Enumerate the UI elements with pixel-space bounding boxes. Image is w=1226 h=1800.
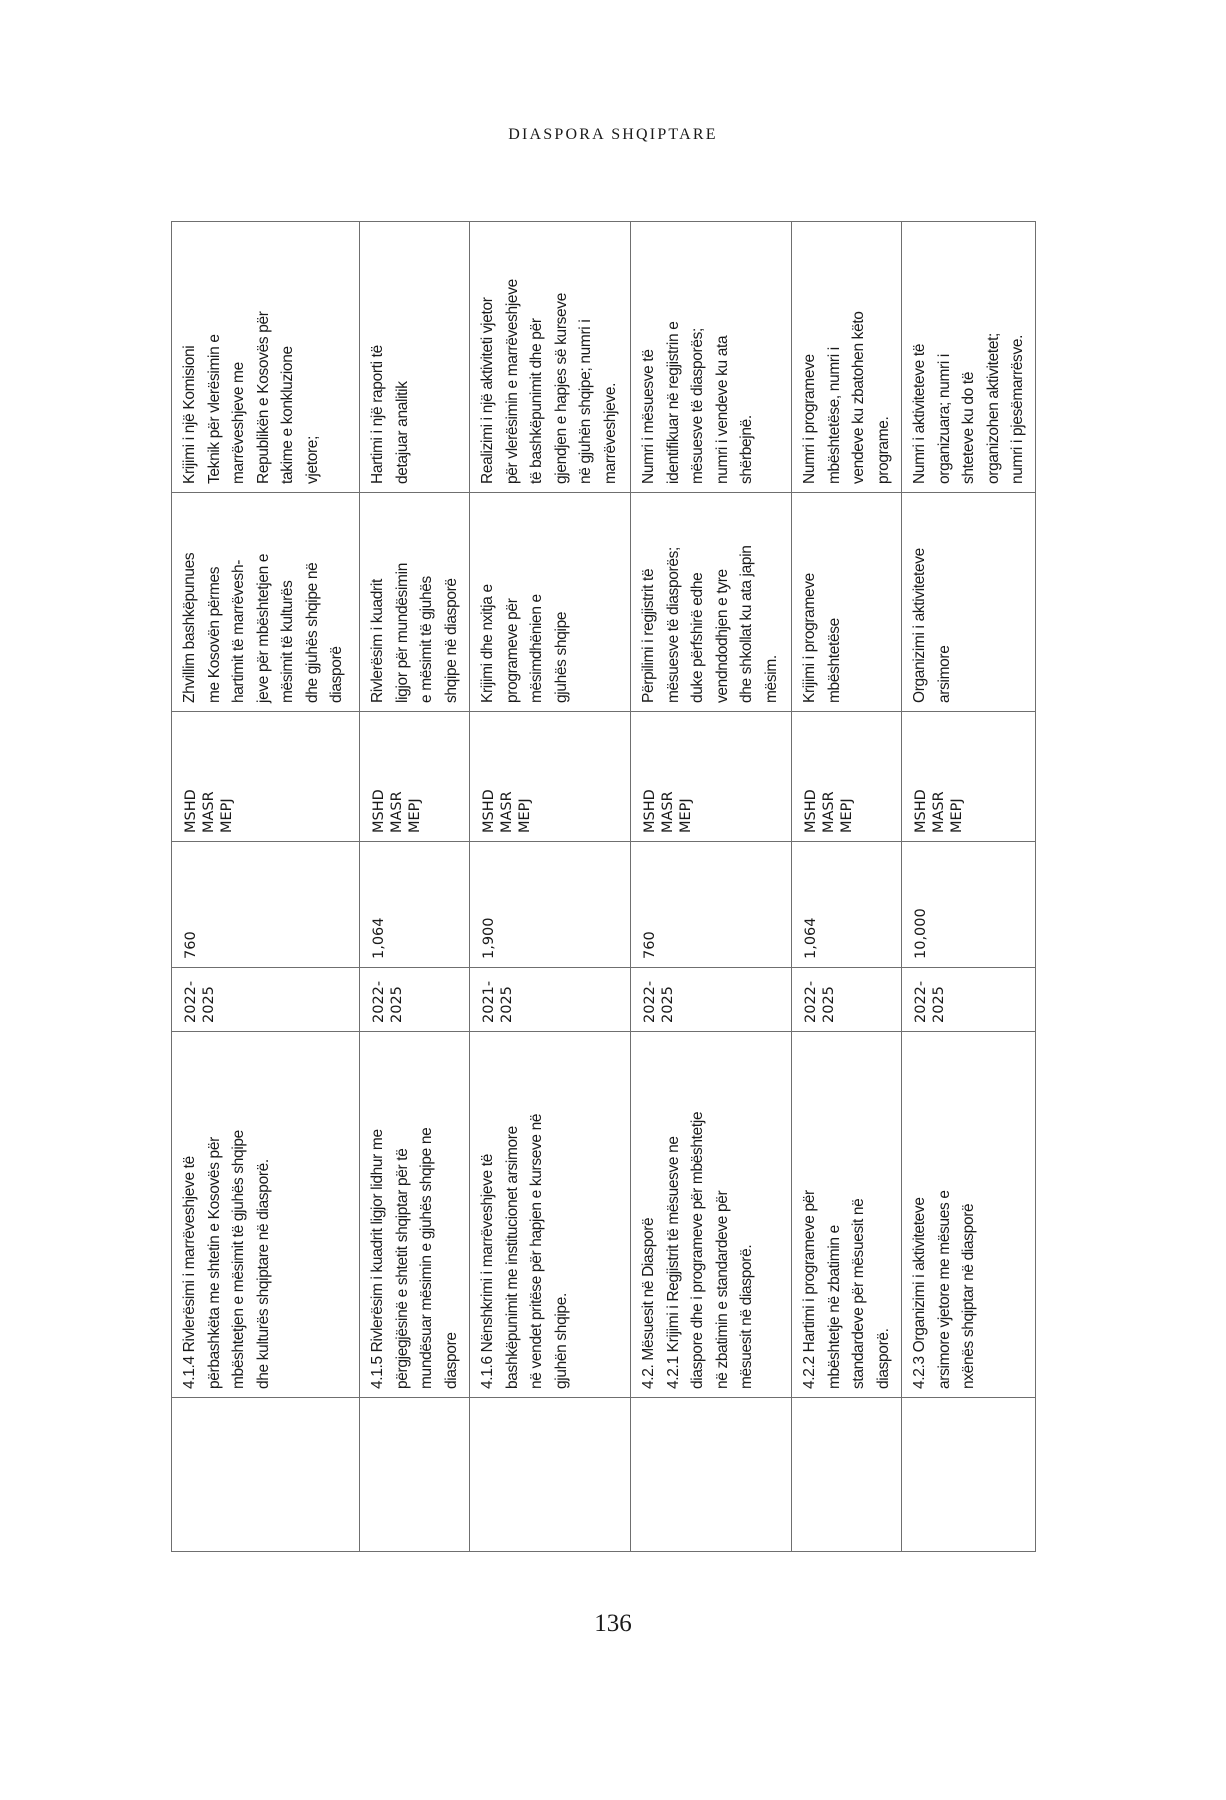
- running-head: DIASPORA SHQIPTARE: [508, 126, 718, 143]
- activity-cell: 4.2.2 Hartimi i programeve për mbështetje në zbatimin e standardeve për mësuesit në diasporë.: [792, 1032, 902, 1398]
- cost-cell: 1,064: [360, 842, 470, 968]
- indicator-cell: Numri i mësuesve të identifikuar në regjistrin e mësuesve të diasporës; numri i vendeve ku ata shërbejnë.: [631, 222, 792, 493]
- output-cell: Rivlerësim i kuadrit ligjor për mundësimin e mësimit të gjuhës shqipe në diasporë: [360, 493, 470, 712]
- blank-cell: [792, 1398, 902, 1552]
- table-row: [631, 222, 792, 1552]
- indicator-cell: Numri i programeve mbështetëse, numri i vendeve ku zbatohen këto programe.: [792, 222, 902, 493]
- output-cell: Organizimi i aktiviteteve arsimore: [902, 493, 1036, 712]
- table-row: [792, 222, 902, 1552]
- institutions-cell: MSHD MASR MEPJ: [172, 712, 360, 842]
- cost-cell: 10,000: [902, 842, 1036, 968]
- period-cell: 2022- 2025: [902, 968, 1036, 1032]
- rotated-table-wrapper: [171, 222, 1025, 1552]
- activity-cell: 4.2.3 Organizimi i aktiviteteve arsimore vjetore me mësues e nxënës shqiptar në diasporë: [902, 1032, 1036, 1398]
- cost-cell: 1,900: [470, 842, 631, 968]
- output-cell: Përpilimi i regjistrit të mësuesve të diasporës; duke përfshirë edhe vendndodhjen e tyre dhe shkollat ku ata japin mësim.: [631, 493, 792, 712]
- institutions-cell: MSHD MASR MEPJ: [792, 712, 902, 842]
- institutions-cell: MSHD MASR MEPJ: [360, 712, 470, 842]
- indicator-cell: Hartimi i një raporti të detajuar analitik: [360, 222, 470, 493]
- activity-cell: 4.2. Mësuesit në Diasporë 4.2.1 Krijimi i Regjistrit të mësuesve ne diaspore dhe i programeve për mbështetje në zbatimin e standardeve për mësuesit në diasporë.: [631, 1032, 792, 1398]
- cost-cell: 760: [631, 842, 792, 968]
- period-cell: 2022- 2025: [631, 968, 792, 1032]
- blank-cell: [470, 1398, 631, 1552]
- indicator-cell: Realizimi i një aktiviteti vjetor për vlerësimin e marrëveshjeve të bashkëpunimit dhe për gjendjen e hapjes së kurseve në gjuhën shqipe; numri i marrëveshjeve.: [470, 222, 631, 493]
- cost-cell: 1,064: [792, 842, 902, 968]
- output-cell: Zhvillim bashkëpunues me Kosovën përmes hartimit të marrëvesh- jeve për mbështetjen e mësimit të kulturës dhe gjuhës shqipe në diasporë: [172, 493, 360, 712]
- blank-cell: [902, 1398, 1036, 1552]
- blank-cell: [360, 1398, 470, 1552]
- table-row: [470, 222, 631, 1552]
- activity-cell: 4.1.5 Rivlerësim i kuadrit ligjor lidhur me përgjegjësinë e shtetit shqiptar për të mundësuar mësimin e gjuhës shqipe ne diaspore: [360, 1032, 470, 1398]
- period-cell: 2022- 2025: [792, 968, 902, 1032]
- activity-cell: 4.1.6 Nënshkrimi i marrëveshjeve të bashkëpunimit me institucionet arsimore në vendet pritëse për hapjen e kurseve në gjuhën shqipe.: [470, 1032, 631, 1398]
- activity-cell: 4.1.4 Rivlerësimi i marrëveshjeve të përbashkëta me shtetin e Kosovës për mbështetjen e mësimit të gjuhës shqipe dhe kulturës shqiptare në diasporë.: [172, 1032, 360, 1398]
- cost-cell: 760: [172, 842, 360, 968]
- indicator-cell: Numri i aktiviteteve të organizuara; numri i shteteve ku do të organizohen aktivitetet; numri i pjesëmarrësve.: [902, 222, 1036, 493]
- action-plan-table: [171, 221, 1036, 1552]
- institutions-cell: MSHD MASR MEPJ: [631, 712, 792, 842]
- indicator-cell: Krijimi i një Komisioni Teknik për vlerësimin e marrëveshjeve me Republikën e Kosovës për takime e konkluzione vjetore;: [172, 222, 360, 493]
- blank-cell: [631, 1398, 792, 1552]
- table-row: [902, 222, 1036, 1552]
- institutions-cell: MSHD MASR MEPJ: [902, 712, 1036, 842]
- institutions-cell: MSHD MASR MEPJ: [470, 712, 631, 842]
- table-row: [360, 222, 470, 1552]
- output-cell: Krijimi i programeve mbështetëse: [792, 493, 902, 712]
- table-row: [172, 222, 360, 1552]
- output-cell: Krijimi dhe nxitja e programeve për mësimdhënien e gjuhës shqipe: [470, 493, 631, 712]
- period-cell: 2022- 2025: [360, 968, 470, 1032]
- blank-cell: [172, 1398, 360, 1552]
- period-cell: 2022- 2025: [172, 968, 360, 1032]
- period-cell: 2021- 2025: [470, 968, 631, 1032]
- page-number: 136: [594, 1610, 632, 1637]
